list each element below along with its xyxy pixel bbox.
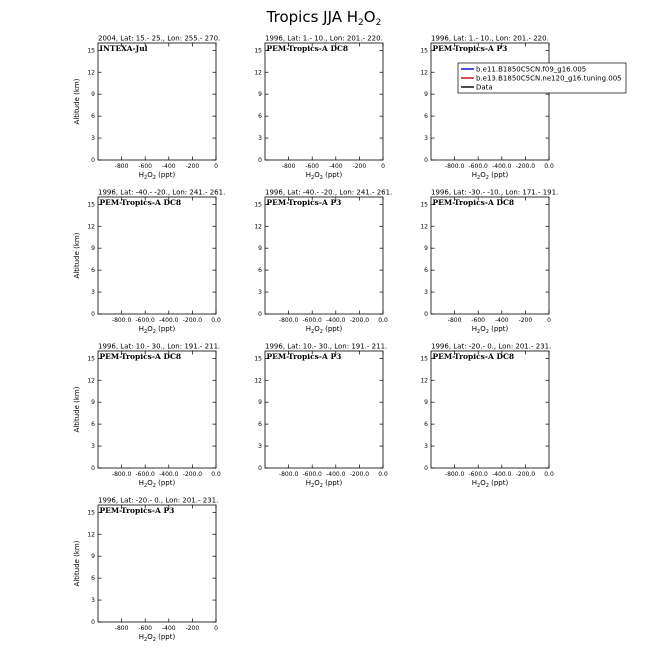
x-tick-label: -800.0 — [444, 163, 465, 170]
y-tick-label: 3 — [424, 289, 428, 297]
x-tick-label: -200.0 — [182, 317, 203, 324]
x-tick-label: -400.0 — [159, 317, 179, 324]
legend-entry: b.e13.B1850C5CN.ne120_g16.tuning.005 — [476, 74, 622, 83]
panel-6 — [420, 189, 558, 336]
plot-frame — [265, 351, 383, 468]
x-tick-label: -200 — [185, 625, 200, 632]
x-tick-label: -600.0 — [468, 163, 488, 170]
y-tick-label: 15 — [254, 47, 262, 55]
x-tick-label: -200.0 — [349, 471, 370, 478]
x-tick-label: 0 — [214, 625, 218, 632]
x-tick-label: -800.0 — [111, 471, 132, 478]
panel-header: 1996, Lat: -20.- 0., Lon: 201.- 231. — [431, 342, 552, 351]
y-tick-label: 0 — [91, 465, 95, 472]
x-tick-label: -200.0 — [515, 471, 536, 478]
x-axis-label: $H_2O_2$ (ppt) — [305, 479, 343, 489]
plot-frame — [98, 197, 216, 314]
y-tick-label: 15 — [420, 201, 428, 209]
x-tick-label: -400.0 — [326, 471, 346, 478]
y-tick-label: 9 — [91, 245, 95, 253]
x-tick-label: 0.0 — [211, 471, 221, 478]
x-tick-label: -600.0 — [302, 471, 322, 478]
plot-frame — [265, 43, 383, 160]
y-tick-label: 6 — [258, 113, 262, 121]
x-tick-label: 0.0 — [211, 317, 221, 324]
legend-entry: b.e11.B1850C5CN.f09_g16.005 — [476, 65, 587, 74]
x-axis-label: $H_2O_2$ (ppt) — [138, 171, 176, 181]
y-tick-label: 6 — [424, 113, 428, 121]
y-tick-label: 9 — [424, 399, 428, 407]
x-tick-label: -200 — [518, 317, 533, 324]
y-tick-label: 9 — [424, 91, 428, 99]
x-tick-label: -800 — [114, 163, 129, 170]
x-tick-label: -400 — [161, 625, 176, 632]
panel-5 — [254, 189, 392, 336]
x-tick-label: -400 — [494, 317, 509, 324]
y-tick-label: 6 — [258, 267, 262, 275]
y-tick-label: 15 — [420, 355, 428, 363]
y-axis-label: Altitude (km) — [73, 540, 81, 587]
y-tick-label: 12 — [254, 69, 262, 77]
x-axis-label: $H_2O_2$ (ppt) — [471, 171, 509, 181]
panel-3 — [420, 35, 554, 182]
y-tick-label: 9 — [91, 553, 95, 561]
x-tick-label: -800.0 — [111, 317, 132, 324]
x-tick-label: -800 — [114, 625, 129, 632]
y-tick-label: 12 — [420, 377, 428, 385]
x-tick-label: -200 — [352, 163, 367, 170]
panel-header: 1996, Lat: -30.- -10., Lon: 171.- 191. — [431, 188, 559, 197]
plot-frame — [431, 351, 549, 468]
plot-frame — [98, 351, 216, 468]
campaign-label: PEM-Tropics-A DC8 — [432, 352, 515, 361]
panel-header: 1996, Lat: -40.- -20., Lon: 241.- 261. — [265, 188, 393, 197]
x-axis-label: $H_2O_2$ (ppt) — [138, 479, 176, 489]
campaign-label: PEM-Tropics-A P3 — [432, 44, 508, 53]
y-tick-label: 6 — [91, 575, 95, 583]
plot-frame — [98, 505, 216, 622]
legend-entry: Data — [476, 83, 493, 92]
panel-header: 1996, Lat: 1.- 10., Lon: 201.- 220. — [431, 34, 549, 43]
panel-10 — [73, 497, 218, 644]
panel-header: 1996, Lat: 1.- 10., Lon: 201.- 220. — [265, 34, 383, 43]
y-tick-label: 0 — [258, 311, 262, 318]
y-tick-label: 3 — [424, 443, 428, 451]
y-tick-label: 6 — [424, 421, 428, 429]
y-tick-label: 6 — [424, 267, 428, 275]
panel-header: 1996, Lat: -40.- -20., Lon: 241.- 261. — [98, 188, 226, 197]
panel-header: 1996, Lat: -20.- 0., Lon: 201.- 231. — [98, 496, 219, 505]
y-tick-label: 6 — [258, 421, 262, 429]
x-tick-label: -600 — [305, 163, 320, 170]
y-tick-label: 3 — [258, 135, 262, 143]
panel-7 — [73, 343, 221, 490]
x-tick-label: -600 — [138, 625, 153, 632]
x-tick-label: -800.0 — [278, 317, 299, 324]
x-tick-label: -600.0 — [302, 317, 322, 324]
x-tick-label: -600.0 — [135, 317, 155, 324]
y-tick-label: 9 — [91, 399, 95, 407]
plot-frame — [98, 43, 216, 160]
y-tick-label: 0 — [258, 157, 262, 164]
y-tick-label: 6 — [91, 421, 95, 429]
y-axis-label: Altitude (km) — [73, 78, 81, 125]
x-tick-label: -400.0 — [159, 471, 179, 478]
plot-frame — [431, 43, 549, 160]
x-tick-label: -600.0 — [135, 471, 155, 478]
y-tick-label: 15 — [420, 47, 428, 55]
campaign-label: PEM-Tropics-A DC8 — [99, 352, 182, 361]
x-axis-label: $H_2O_2$ (ppt) — [305, 325, 343, 335]
x-tick-label: -800.0 — [278, 471, 299, 478]
y-tick-label: 9 — [258, 245, 262, 253]
x-tick-label: 0.0 — [544, 471, 554, 478]
campaign-label: PEM-Tropics-A DC8 — [99, 198, 182, 207]
y-tick-label: 15 — [254, 201, 262, 209]
panel-grid — [73, 35, 558, 644]
x-tick-label: -600 — [471, 317, 486, 324]
y-axis-label: Altitude (km) — [73, 232, 81, 279]
panel-header: 2004, Lat: 15.- 25., Lon: 255.- 270. — [98, 34, 221, 43]
panel-4 — [73, 189, 225, 336]
y-tick-label: 3 — [91, 289, 95, 297]
panel-2 — [254, 35, 385, 182]
x-tick-label: -400 — [161, 163, 176, 170]
x-tick-label: -200.0 — [182, 471, 203, 478]
x-tick-label: 0.0 — [378, 317, 388, 324]
x-axis-label: $H_2O_2$ (ppt) — [138, 633, 176, 643]
y-tick-label: 12 — [420, 69, 428, 77]
y-tick-label: 12 — [420, 223, 428, 231]
y-tick-label: 0 — [91, 619, 95, 626]
x-tick-label: 0 — [381, 163, 385, 170]
x-tick-label: 0 — [547, 317, 551, 324]
y-tick-label: 9 — [258, 399, 262, 407]
x-tick-label: -400.0 — [492, 471, 512, 478]
campaign-label: PEM-Tropics-A P3 — [99, 506, 175, 515]
x-axis-label: $H_2O_2$ (ppt) — [471, 479, 509, 489]
y-tick-label: 9 — [424, 245, 428, 253]
x-tick-label: -400.0 — [326, 317, 346, 324]
campaign-label: PEM-Tropics-A P3 — [266, 352, 342, 361]
x-tick-label: 0 — [214, 163, 218, 170]
y-tick-label: 15 — [87, 47, 95, 55]
y-tick-label: 3 — [258, 289, 262, 297]
y-tick-label: 12 — [254, 223, 262, 231]
y-tick-label: 12 — [87, 223, 95, 231]
x-axis-label: $H_2O_2$ (ppt) — [138, 325, 176, 335]
plot-frame — [431, 197, 549, 314]
campaign-label: PEM-Tropics-A DC8 — [432, 198, 515, 207]
x-tick-label: -200.0 — [349, 317, 370, 324]
y-tick-label: 15 — [254, 355, 262, 363]
y-tick-label: 0 — [91, 311, 95, 318]
y-tick-label: 0 — [424, 465, 428, 472]
panel-header: 1996, Lat: 10.- 30., Lon: 191.- 211. — [98, 342, 221, 351]
y-tick-label: 3 — [91, 443, 95, 451]
x-tick-label: -400.0 — [492, 163, 512, 170]
y-tick-label: 12 — [87, 377, 95, 385]
y-tick-label: 9 — [91, 91, 95, 99]
x-tick-label: 0.0 — [544, 163, 554, 170]
y-tick-label: 15 — [87, 509, 95, 517]
y-tick-label: 3 — [91, 597, 95, 605]
panel-9 — [420, 343, 554, 490]
plot-frame — [265, 197, 383, 314]
y-tick-label: 0 — [424, 157, 428, 164]
y-tick-label: 3 — [424, 135, 428, 143]
panel-header: 1996, Lat: 10.- 30., Lon: 191.- 211. — [265, 342, 388, 351]
y-tick-label: 6 — [91, 267, 95, 275]
x-tick-label: 0.0 — [378, 471, 388, 478]
y-tick-label: 0 — [91, 157, 95, 164]
y-tick-label: 12 — [87, 69, 95, 77]
x-axis-label: $H_2O_2$ (ppt) — [471, 325, 509, 335]
x-tick-label: -800 — [281, 163, 296, 170]
y-tick-label: 3 — [258, 443, 262, 451]
panel-8 — [254, 343, 388, 490]
x-tick-label: -600.0 — [468, 471, 488, 478]
y-tick-label: 3 — [91, 135, 95, 143]
x-tick-label: -400 — [328, 163, 343, 170]
figure-title: Tropics JJA $H_2O_2$ — [266, 8, 382, 28]
x-axis-label: $H_2O_2$ (ppt) — [305, 171, 343, 181]
y-tick-label: 9 — [258, 91, 262, 99]
x-tick-label: -600 — [138, 163, 153, 170]
y-tick-label: 0 — [424, 311, 428, 318]
x-tick-label: -800 — [447, 317, 462, 324]
y-tick-label: 15 — [87, 201, 95, 209]
x-tick-label: -800.0 — [444, 471, 465, 478]
x-tick-label: -200 — [185, 163, 200, 170]
y-tick-label: 6 — [91, 113, 95, 121]
campaign-label: PEM-Tropics-A P3 — [266, 198, 342, 207]
panel-1 — [73, 35, 220, 182]
y-tick-label: 12 — [254, 377, 262, 385]
y-tick-label: 0 — [258, 465, 262, 472]
y-axis-label: Altitude (km) — [73, 386, 81, 433]
campaign-label: PEM-Tropics-A DC8 — [266, 44, 349, 53]
y-tick-label: 15 — [87, 355, 95, 363]
x-tick-label: -200.0 — [515, 163, 536, 170]
campaign-label: INTEXA-Jul — [99, 44, 148, 53]
legend — [458, 63, 626, 93]
y-tick-label: 12 — [87, 531, 95, 539]
